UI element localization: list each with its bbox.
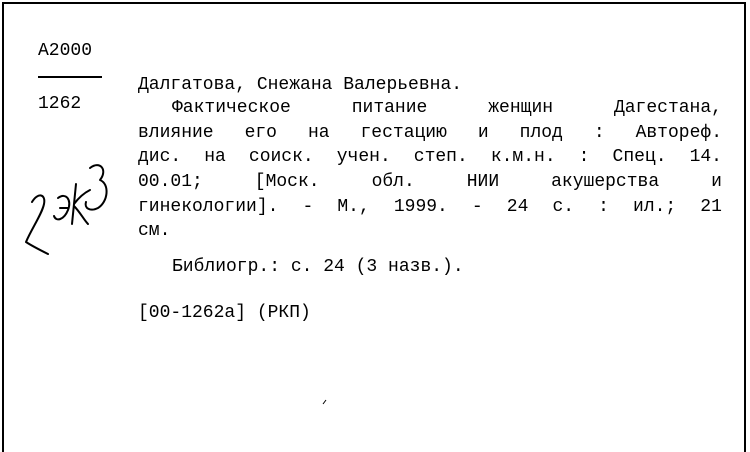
- title-line-1: Фактическое питание женщин Дагестана,: [172, 98, 722, 118]
- title-line-2: влияние его на гестацию и плод : Автореф.: [138, 123, 722, 143]
- title-line-5: гинекологии]. - М., 1999. - 24 с. : ил.; 21: [138, 197, 722, 217]
- author: Далгатова, Снежана Валерьевна.: [138, 75, 463, 95]
- handwritten-note-icon: [10, 150, 110, 275]
- card-number: 1262: [38, 94, 82, 114]
- card-code: A2000: [38, 41, 93, 61]
- specks: [322, 398, 328, 406]
- bibliography-note: Библиогр.: с. 24 (3 назв.).: [172, 257, 464, 277]
- divider-line: [38, 76, 102, 78]
- title-line-4: 00.01; [Моск. обл. НИИ акушерства и: [138, 172, 722, 192]
- catalog-card: [2, 2, 746, 452]
- title-line-3: дис. на соиск. учен. степ. к.м.н. : Спец. 14.: [138, 147, 722, 167]
- shelfmark: [00-1262а] (РКП): [138, 303, 311, 323]
- title-line-6: см.: [138, 221, 171, 241]
